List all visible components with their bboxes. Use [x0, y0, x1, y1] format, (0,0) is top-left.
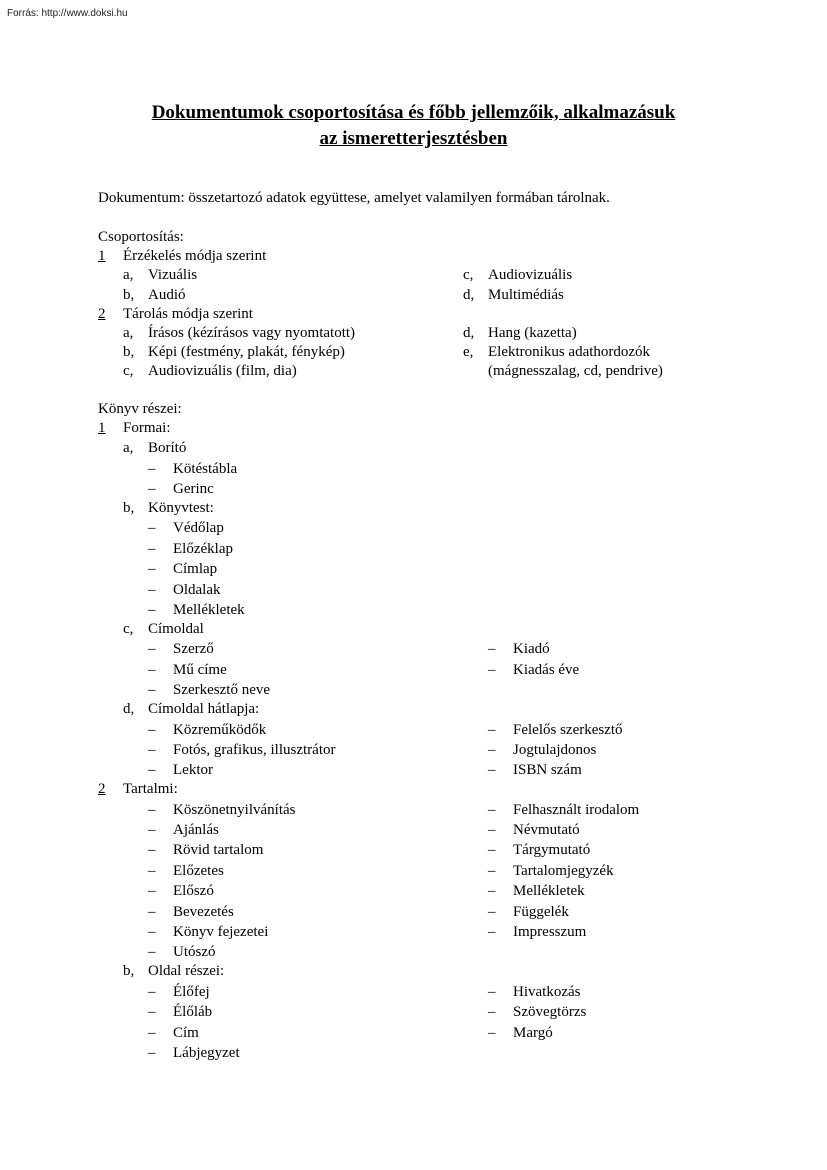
grouping-s1-num: 1 [98, 248, 106, 264]
list-item: Lektor [173, 762, 213, 778]
list-item: Írásos (kézírásos vagy nyomtatott) [148, 325, 356, 341]
list-marker: d, [463, 325, 475, 341]
list-item: Címlap [173, 561, 218, 577]
dash: – [148, 582, 156, 598]
source-url: Forrás: http://www.doksi.hu [7, 8, 128, 19]
list-item: Ajánlás [173, 822, 219, 838]
list-marker: a, [123, 267, 134, 283]
list-item: Címoldal hátlapja: [148, 701, 260, 717]
list-item: Könyv fejezetei [173, 924, 269, 940]
list-item: Multimédiás [488, 287, 564, 303]
list-item: Gerinc [173, 481, 214, 497]
list-item: Köszönetnyilvánítás [173, 802, 296, 818]
list-marker: d, [123, 701, 135, 717]
list-item: Könyvtest: [148, 500, 214, 516]
list-item: Szövegtörzs [513, 1004, 587, 1020]
list-marker: b, [123, 287, 135, 303]
list-item: Előzéklap [173, 541, 233, 557]
list-item: Fotós, grafikus, illusztrátor [173, 742, 336, 758]
list-item: Audiovizuális [488, 267, 573, 283]
book-s1-num: 1 [98, 420, 106, 436]
grouping-heading: Csoportosítás: [98, 229, 184, 245]
dash: – [488, 762, 496, 778]
list-item: Oldalak [173, 582, 221, 598]
dash: – [148, 944, 156, 960]
list-item: Függelék [513, 904, 569, 920]
list-marker: c, [463, 267, 474, 283]
dash: – [148, 1025, 156, 1041]
dash: – [488, 924, 496, 940]
list-item: Névmutató [513, 822, 580, 838]
list-item: Élőfej [173, 984, 210, 1000]
list-item: Kiadó [513, 641, 550, 657]
definition: Dokumentum: összetartozó adatok együttese, amelyet valamilyen formában tárolnak. [98, 190, 610, 206]
list-item: Elektronikus adathordozók [488, 344, 651, 360]
dash: – [148, 541, 156, 557]
dash: – [148, 682, 156, 698]
list-item: Oldal részei: [148, 963, 225, 979]
list-marker: d, [463, 287, 475, 303]
dash: – [148, 904, 156, 920]
dash: – [148, 662, 156, 678]
list-item: Vizuális [148, 267, 198, 283]
list-item: Kiadás éve [513, 662, 580, 678]
grouping-s2-num: 2 [98, 306, 106, 322]
dash: – [148, 602, 156, 618]
list-item: Jogtulajdonos [513, 742, 597, 758]
dash: – [148, 984, 156, 1000]
list-item: Képi (festmény, plakát, fénykép) [148, 344, 345, 360]
dash: – [488, 822, 496, 838]
title-line-2: az ismeretterjesztésben [319, 128, 508, 149]
dash: – [488, 883, 496, 899]
dash: – [148, 742, 156, 758]
list-item: Tartalomjegyzék [513, 863, 614, 879]
dash: – [488, 904, 496, 920]
dash: – [148, 762, 156, 778]
list-item: Kötéstábla [173, 461, 238, 477]
dash: – [488, 984, 496, 1000]
list-item: Címoldal [148, 621, 204, 637]
dash: – [488, 802, 496, 818]
list-item: Impresszum [513, 924, 587, 940]
list-item: Audió [148, 287, 186, 303]
dash: – [148, 842, 156, 858]
dash: – [148, 863, 156, 879]
dash: – [488, 722, 496, 738]
list-marker: c, [123, 621, 134, 637]
dash: – [488, 842, 496, 858]
dash: – [488, 1025, 496, 1041]
dash: – [148, 822, 156, 838]
list-marker: b, [123, 500, 135, 516]
dash: – [148, 1045, 156, 1061]
dash: – [488, 863, 496, 879]
list-marker: b, [123, 344, 135, 360]
dash: – [148, 561, 156, 577]
list-item: Tárgymutató [513, 842, 591, 858]
dash: – [148, 641, 156, 657]
dash: – [488, 662, 496, 678]
book-heading: Könyv részei: [98, 401, 182, 417]
dash: – [488, 1004, 496, 1020]
book-s2-num: 2 [98, 781, 106, 797]
list-item: Hang (kazetta) [488, 325, 577, 341]
list-item: Szerző [173, 641, 214, 657]
list-item: Audiovizuális (film, dia) [148, 363, 297, 379]
list-item: Lábjegyzet [173, 1045, 240, 1061]
list-item: Hivatkozás [513, 984, 581, 1000]
list-item: Felelős szerkesztő [513, 722, 623, 738]
list-item: Élőláb [173, 1004, 213, 1020]
list-item: Felhasznált irodalom [513, 802, 640, 818]
list-item: ISBN szám [513, 762, 582, 778]
page-title [60, 100, 767, 152]
list-item: Margó [513, 1025, 553, 1041]
list-item: Szerkesztő neve [173, 682, 271, 698]
list-item: Mellékletek [173, 602, 245, 618]
title-line-1: Dokumentumok csoportosítása és főbb jellemzőik, alkalmazásuk [151, 102, 676, 123]
grouping-s1-label: Érzékelés módja szerint [123, 248, 267, 264]
dash: – [148, 722, 156, 738]
dash: – [148, 461, 156, 477]
list-item: Borító [148, 440, 187, 456]
list-marker: c, [123, 363, 134, 379]
list-item: Előzetes [173, 863, 224, 879]
list-item: Utószó [173, 944, 216, 960]
list-marker: a, [123, 440, 134, 456]
list-marker: a, [123, 325, 134, 341]
dash: – [148, 883, 156, 899]
list-item: Rövid tartalom [173, 842, 264, 858]
book-s2-label: Tartalmi: [123, 781, 178, 797]
list-item: Közreműködők [173, 722, 267, 738]
dash: – [148, 1004, 156, 1020]
list-item: Mű címe [173, 662, 227, 678]
grouping-s2-label: Tárolás módja szerint [123, 306, 253, 322]
dash: – [148, 520, 156, 536]
list-item-continuation: (mágnesszalag, cd, pendrive) [488, 363, 663, 379]
book-s1-label: Formai: [123, 420, 171, 436]
list-item: Mellékletek [513, 883, 585, 899]
list-marker: e, [463, 344, 474, 360]
list-item: Bevezetés [173, 904, 234, 920]
dash: – [148, 481, 156, 497]
dash: – [148, 802, 156, 818]
dash: – [488, 742, 496, 758]
dash: – [488, 641, 496, 657]
dash: – [148, 924, 156, 940]
list-item: Védőlap [173, 520, 224, 536]
list-item: Cím [173, 1025, 199, 1041]
list-item: Előszó [173, 883, 214, 899]
list-marker: b, [123, 963, 135, 979]
